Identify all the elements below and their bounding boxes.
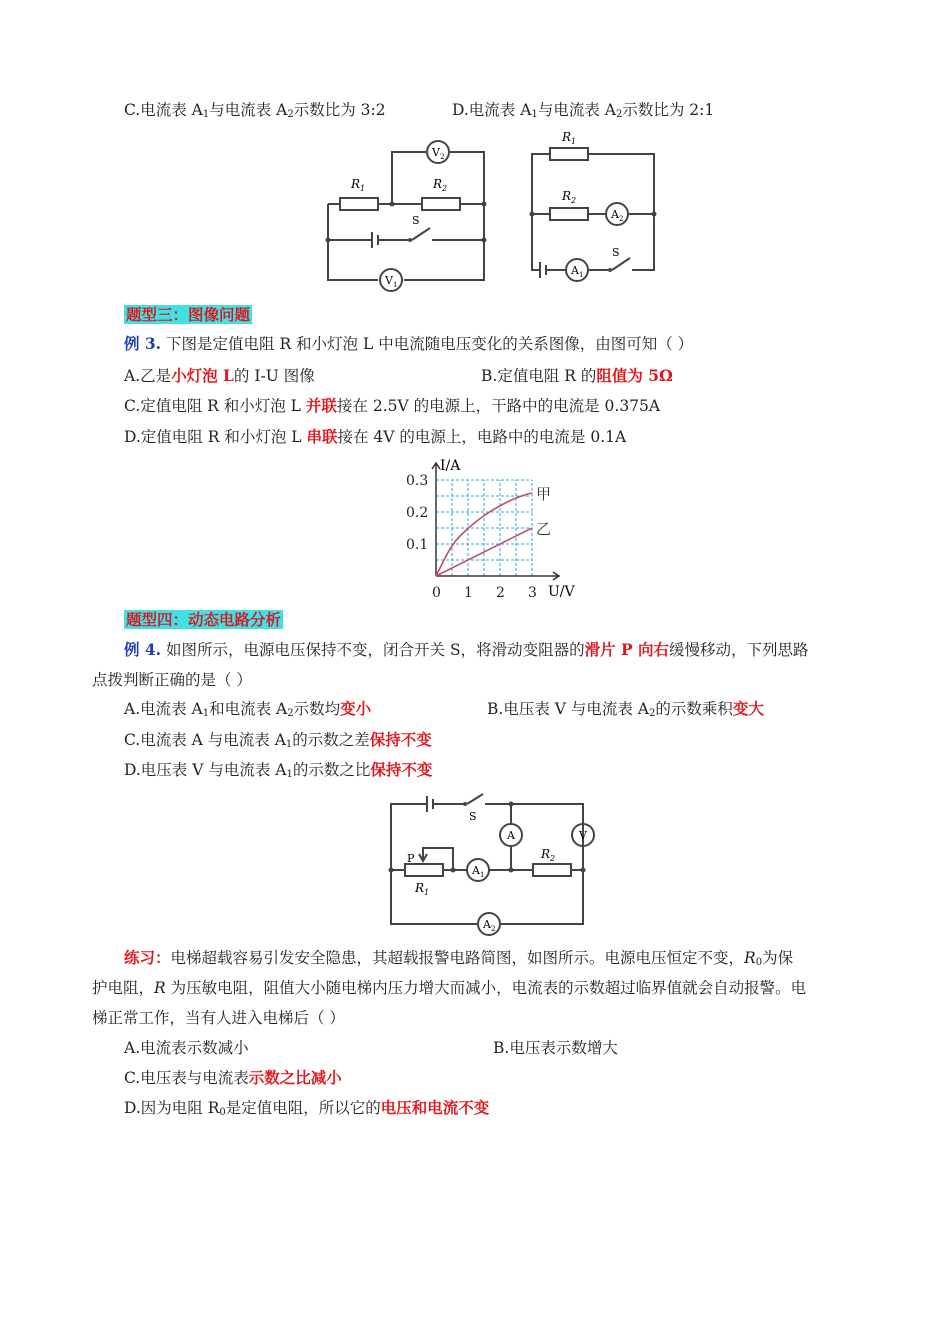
example-4-stem-line2: 点拨判断正确的是（ ） [92, 671, 252, 689]
r1-label: R [351, 177, 361, 191]
a-meter-label: A [507, 829, 515, 842]
example-3-option-a: A.乙是小灯泡 L的 I-U 图像 [124, 366, 315, 385]
svg-text:A1: $A_1$ [472, 864, 485, 879]
practice-line1: 练习：电梯超载容易引发安全隐患，其超载报警电路简图，如图所示。电源电压恒定不变，$R_0$为保 [124, 948, 794, 968]
y-tick-label: 0.2 [406, 505, 429, 521]
r1-label-3: R [415, 881, 425, 895]
svg-text:R1: $R_1$ [351, 177, 366, 193]
switch-label-3: S [469, 810, 477, 823]
practice-option-a: A.电流表示数减小 [124, 1039, 249, 1057]
svg-text:A1: $A_1$ [571, 264, 584, 279]
series-label-1: 甲 [536, 484, 552, 503]
r2-label: R [433, 177, 443, 191]
iu-chart [398, 456, 575, 604]
circuit-diagram-3 [383, 790, 595, 938]
series-label-2: 乙 [536, 520, 552, 538]
a1-meter-label-3: A [472, 864, 480, 877]
slider-p-label: P [407, 852, 415, 865]
practice-option-d: D.因为电阻 $R_0$是定值电阻，所以它的电压和电流不变 [124, 1098, 490, 1118]
example-3-option-b: B.定值电阻 R 的阻值为 5Ω [481, 366, 673, 385]
example-4-option-b: B.电压表 V 与电流表 $A_2$的示数乘积变大 [487, 699, 764, 719]
example-3-stem: 例 3. 下图是定值电阻 R 和小灯泡 L 中电流随电压变化的关系图像，由图可知（ ） [124, 334, 694, 353]
option-c: C.电流表 $A_1$与电流表 $A_2$示数比为 3:2 [124, 101, 386, 120]
a2-meter-label: A [611, 208, 619, 221]
practice-option-c: C.电压表与电流表示数之比减小 [124, 1068, 342, 1087]
practice-option-b: B.电压表示数增大 [493, 1039, 618, 1057]
x-axis-label: U/V [548, 584, 575, 600]
circuit-diagram-2 [520, 128, 660, 288]
y-tick-label: 0.1 [406, 537, 429, 553]
r2-label-2: R [562, 189, 572, 203]
a1-meter-label: A [571, 264, 579, 277]
r1-label-2: R [562, 130, 572, 144]
y-tick-label: 0.3 [406, 473, 429, 489]
example-4-stem-line1: 例 4. 如图所示，电源电压保持不变，闭合开关 S，将滑动变阻器的滑片 P 向右缓慢移动，下列思路 [124, 640, 809, 659]
y-axis-label: I/A [440, 458, 461, 474]
r2-label-3: R [541, 847, 551, 861]
a2-meter-label-3: A [483, 918, 491, 931]
switch-label-2: S [612, 246, 620, 259]
x-tick-label: 0 [432, 585, 441, 601]
svg-text:A2: $A_2$ [483, 918, 496, 933]
svg-text:V2: $V_2$ [432, 146, 445, 161]
v2-meter-label: V [432, 146, 440, 159]
svg-text:R2: $R_2$ [433, 177, 448, 193]
x-tick-label: 2 [496, 585, 505, 601]
svg-text:R2: $R_2$ [562, 189, 577, 205]
section-heading-3: 题型三：图像问题 [126, 305, 251, 324]
practice-line2: 护电阻，R 为压敏电阻，阻值大小随电梯内压力增大而减小，电流表的示数超过临界值就会自动报警。电 [92, 979, 807, 997]
svg-text:A2: $A_2$ [611, 208, 624, 223]
v1-meter-label: V [385, 274, 393, 287]
section-heading-4: 题型四：动态电路分析 [126, 610, 282, 629]
example-3-option-c: C.定值电阻 R 和小灯泡 L 并联接在 2.5V 的电源上，干路中的电流是 0.375A [124, 396, 661, 415]
example-4-option-a: A.电流表 $A_1$和电流表 $A_2$示数均变小 [124, 699, 372, 719]
circuit-diagram-1 [320, 128, 490, 300]
svg-text:V1: $V_1$ [385, 274, 398, 289]
example-3-option-d: D.定值电阻 R 和小灯泡 L 串联接在 4V 的电源上，电路中的电流是 0.1A [124, 427, 627, 446]
x-tick-label: 3 [528, 585, 537, 601]
v-meter-label: V [579, 829, 587, 842]
example-4-option-d: D.电压表 V 与电流表 $A_1$的示数之比保持不变 [124, 760, 433, 780]
svg-text:R1: $R_1$ [415, 881, 430, 897]
option-d: D.电流表 $A_1$与电流表 $A_2$示数比为 2:1 [452, 101, 715, 120]
svg-text:R2: $R_2$ [541, 847, 556, 863]
switch-label: S [412, 214, 420, 227]
svg-text:R1: $R_1$ [562, 130, 577, 146]
practice-line3: 梯正常工作，当有人进入电梯后（ ） [92, 1009, 345, 1027]
x-tick-label: 1 [464, 585, 473, 601]
example-4-option-c: C.电流表 A 与电流表 $A_1$的示数之差保持不变 [124, 730, 432, 750]
